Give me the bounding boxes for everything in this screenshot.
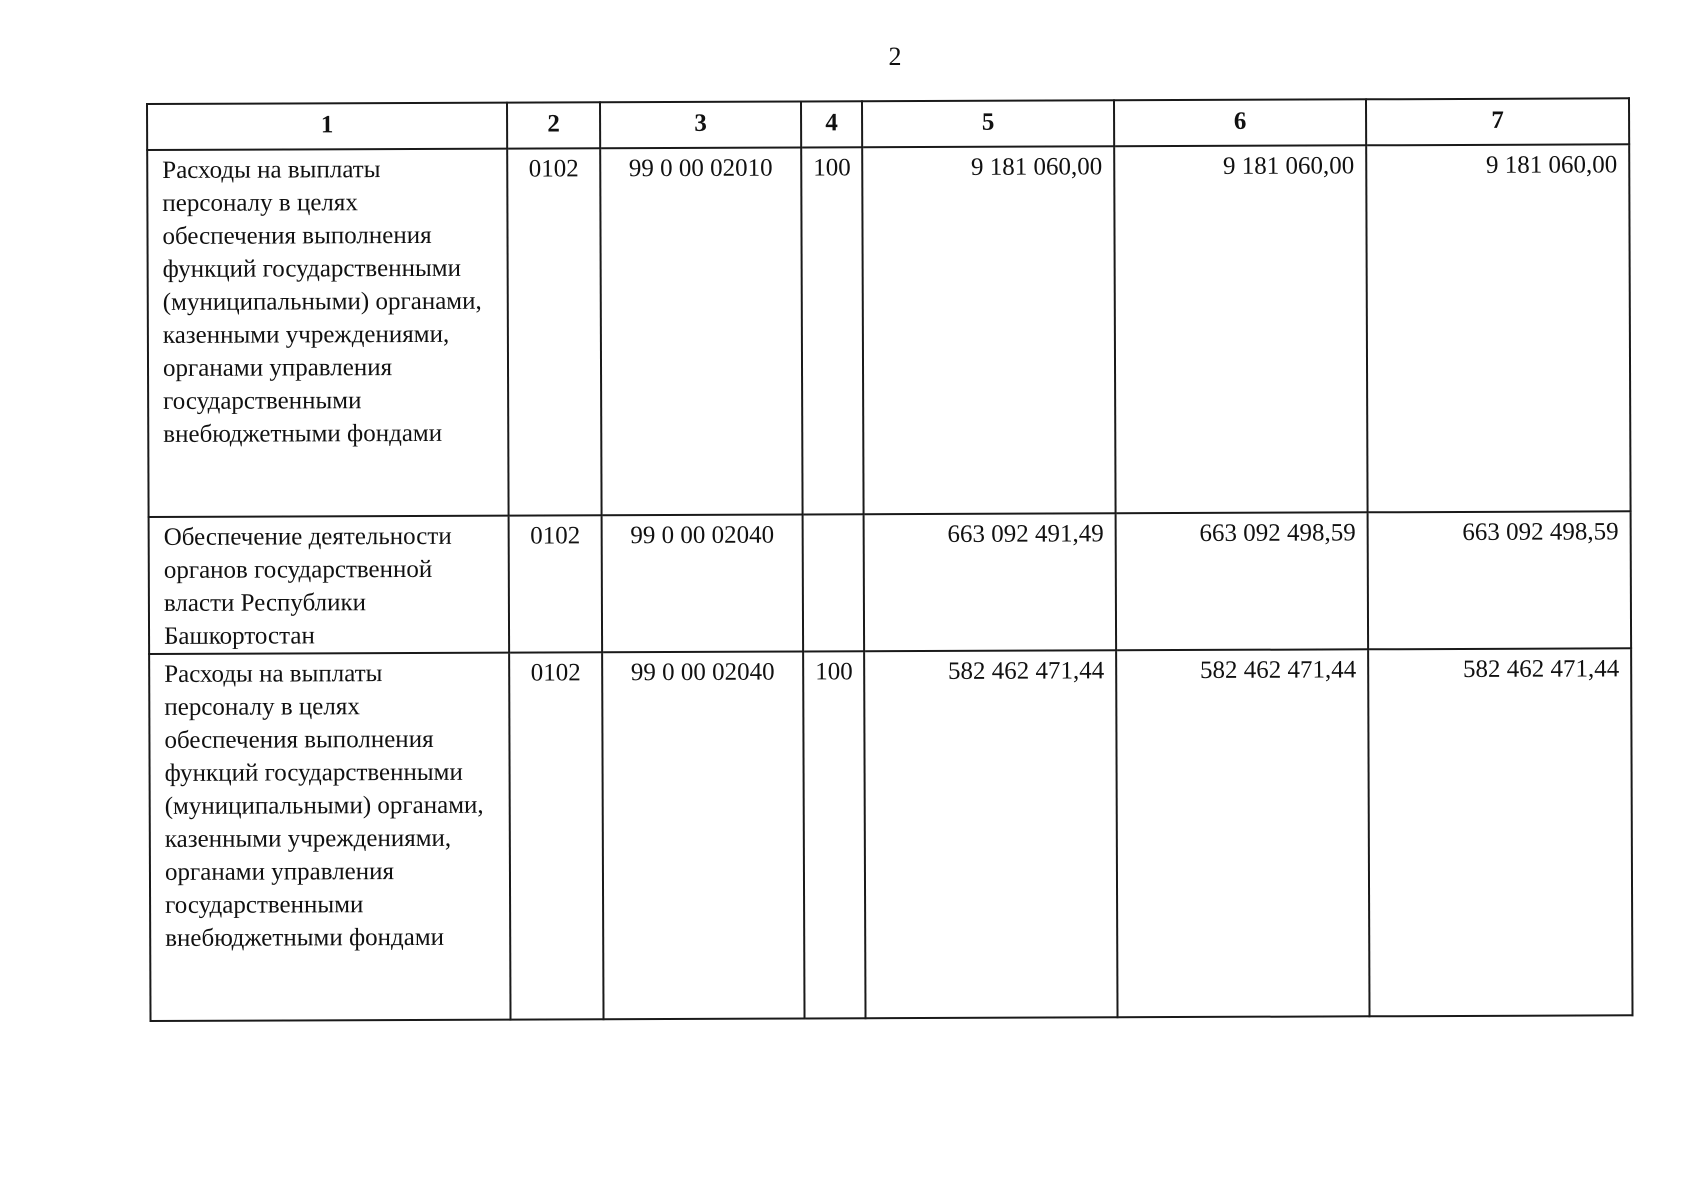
column-header-6: 6 <box>1114 99 1366 146</box>
column-header-4: 4 <box>801 101 862 147</box>
amount-col-6: 663 092 498,59 <box>1116 512 1369 650</box>
expense-name: Обеспечение деятельности органов государственной власти Республики Башкортостан <box>149 516 510 654</box>
target-code: 99 0 00 02040 <box>602 514 804 652</box>
column-header-7: 7 <box>1366 98 1629 145</box>
amount-col-7: 582 462 471,44 <box>1368 648 1632 1016</box>
section-code: 0102 <box>509 652 603 1019</box>
expense-name: Расходы на выплаты персоналу в целях обеспечения выполнения функций государственными (муниципальными) органами, казенными учреждениями, органами управления государственными внебюджетными фондами <box>147 149 508 517</box>
table-header-row <box>147 98 1629 150</box>
expense-type-code <box>803 514 865 651</box>
amount-col-6: 9 181 060,00 <box>1114 145 1367 513</box>
column-header-2: 2 <box>507 102 600 148</box>
target-code: 99 0 00 02010 <box>600 147 802 515</box>
table-row <box>149 648 1632 1021</box>
column-header-3: 3 <box>600 101 801 148</box>
budget-table <box>146 97 1634 1022</box>
table-row <box>149 511 1632 654</box>
table-row <box>147 144 1630 517</box>
section-code: 0102 <box>509 515 603 652</box>
target-code: 99 0 00 02040 <box>602 651 804 1019</box>
column-header-5: 5 <box>862 100 1114 147</box>
page-number: 2 <box>888 42 902 71</box>
expense-type-code: 100 <box>803 651 865 1018</box>
amount-col-7: 663 092 498,59 <box>1368 511 1632 649</box>
section-code: 0102 <box>507 148 601 515</box>
amount-col-5: 9 181 060,00 <box>862 146 1115 514</box>
amount-col-5: 663 092 491,49 <box>864 513 1117 651</box>
column-header-1: 1 <box>147 103 507 150</box>
expense-type-code: 100 <box>801 147 863 514</box>
expense-name: Расходы на выплаты персоналу в целях обеспечения выполнения функций государственными (муниципальными) органами, казенными учреждениями, органами управления государственными внебюджетными фондами <box>149 653 510 1021</box>
amount-col-5: 582 462 471,44 <box>864 650 1117 1018</box>
amount-col-6: 582 462 471,44 <box>1116 649 1369 1017</box>
amount-col-7: 9 181 060,00 <box>1366 144 1630 512</box>
budget-table-container <box>146 97 1632 1022</box>
